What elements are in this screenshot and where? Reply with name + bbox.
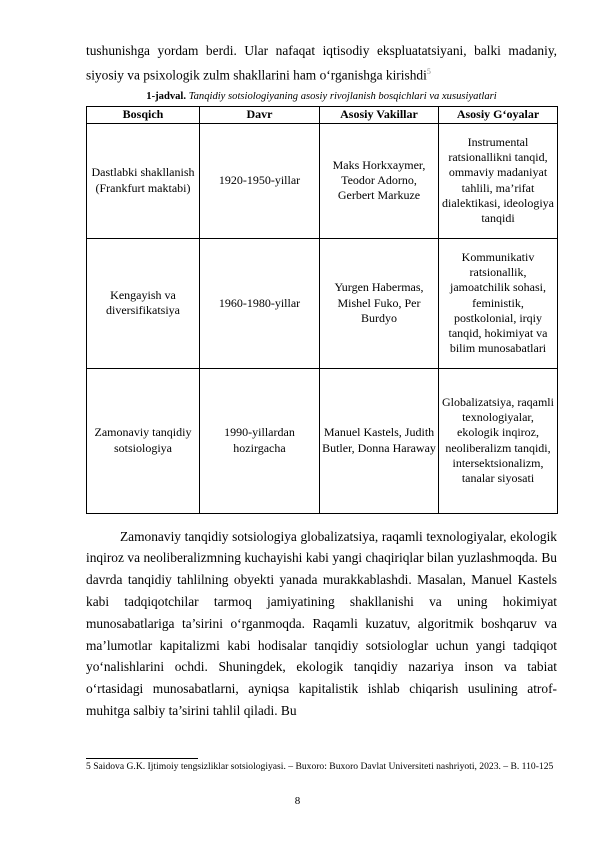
cell-stage: Dastlabki shakllanish (Frankfurt maktabi) [87, 123, 200, 238]
cell-representatives: Yurgen Habermas, Mishel Fuko, Per Burdyo [320, 238, 439, 368]
page-content [86, 41, 557, 722]
header-stage: Bosqich [87, 107, 200, 123]
cell-representatives: Manuel Kastels, Judith Butler, Donna Haraway [320, 368, 439, 513]
footnote: 5 Saidova G.K. Ijtimoiy tengsizliklar sotsiologiyasi. – Buxoro: Buxoro Davlat Universiteti nashriyoti, 2023. – B. 110-125 [86, 761, 554, 772]
cell-stage: Kengayish va diversifikatsiya [87, 238, 200, 368]
cell-stage: Zamonaviy tanqidiy sotsiologiya [87, 368, 200, 513]
footnote-ref: 5 [426, 66, 431, 76]
cell-period: 1960-1980-yillar [200, 238, 320, 368]
table-caption [86, 91, 557, 102]
cell-ideas: Instrumental ratsionallikni tanqid, ommaviy madaniyat tahlili, ma’rifat dialektikasi, ideologiya tanqidi [439, 123, 558, 238]
cell-ideas: Globalizatsiya, raqamli texnologiyalar, ekologik inqiroz, neoliberalizm tanqidi, intersektsionalizm, tanalar siyosati [439, 368, 558, 513]
header-representatives: Asosiy Vakillar [320, 107, 439, 123]
body-paragraph: Zamonaviy tanqidiy sotsiologiya globalizatsiya, raqamli texnologiyalar, ekologik inqiroz va neoliberalizmning kuchayishi kabi yangi chaqiriqlar bilan yuzlashmoqda. Bu davrda tanqidiy tahlilning obyekti yanada murakkablashdi. Masalan, Manuel Kastels kabi tadqiqotchilar tarmoq jamiyatining shakllanishi va uning hokimiyat munosabatlariga ta’sirini o‘rganmoqda. Raqamli kuzatuv, algoritmik boshqaruv va ma’lumotlar kapitalizmi kabi hodisalar tanqidiy sotsiologlar uchun yangi tadqiqot yo‘nalishlarini ochdi. Shuningdek, ekologik tanqidiy nazariya inson va tabiat o‘rtasidagi munosabatlarni, ayniqsa kapitalistik ishlab chiqarish usulining atrof-muhitga salbiy ta’sirini tahlil qiladi. Bu [86, 528, 557, 719]
cell-ideas: Kommunikativ ratsionallik, jamoatchilik sohasi, feministik, postkolonial, irqiy tanqid, hokimiyat va bilim munosabatlari [439, 238, 558, 368]
table-row [87, 368, 558, 513]
intro-paragraph [86, 41, 557, 85]
table-row [87, 238, 558, 368]
footnote-divider [86, 758, 198, 759]
stages-table [86, 106, 558, 513]
cell-representatives: Maks Horkxaymer, Teodor Adorno, Gerbert Markuze [320, 123, 439, 238]
header-ideas: Asosiy G‘oyalar [439, 107, 558, 123]
table-caption-label: 1-jadval. [146, 91, 187, 103]
header-period: Davr [200, 107, 320, 123]
intro-text: tushunishga yordam berdi. Ular nafaqat iqtisodiy ekspluatatsiyani, balki madaniy, siyosiy va psixologik zulm shakllarini ham o‘rganishga kirishdi [86, 43, 557, 82]
cell-period: 1920-1950-yillar [200, 123, 320, 238]
table-row [87, 123, 558, 238]
table-caption-title: Tanqidiy sotsiologiyaning asosiy rivojlanish bosqichlari va xususiyatlari [188, 91, 497, 103]
page-number: 8 [294, 795, 301, 807]
cell-period: 1990-yillardan hozirgacha [200, 368, 320, 513]
table-header-row [87, 107, 558, 123]
